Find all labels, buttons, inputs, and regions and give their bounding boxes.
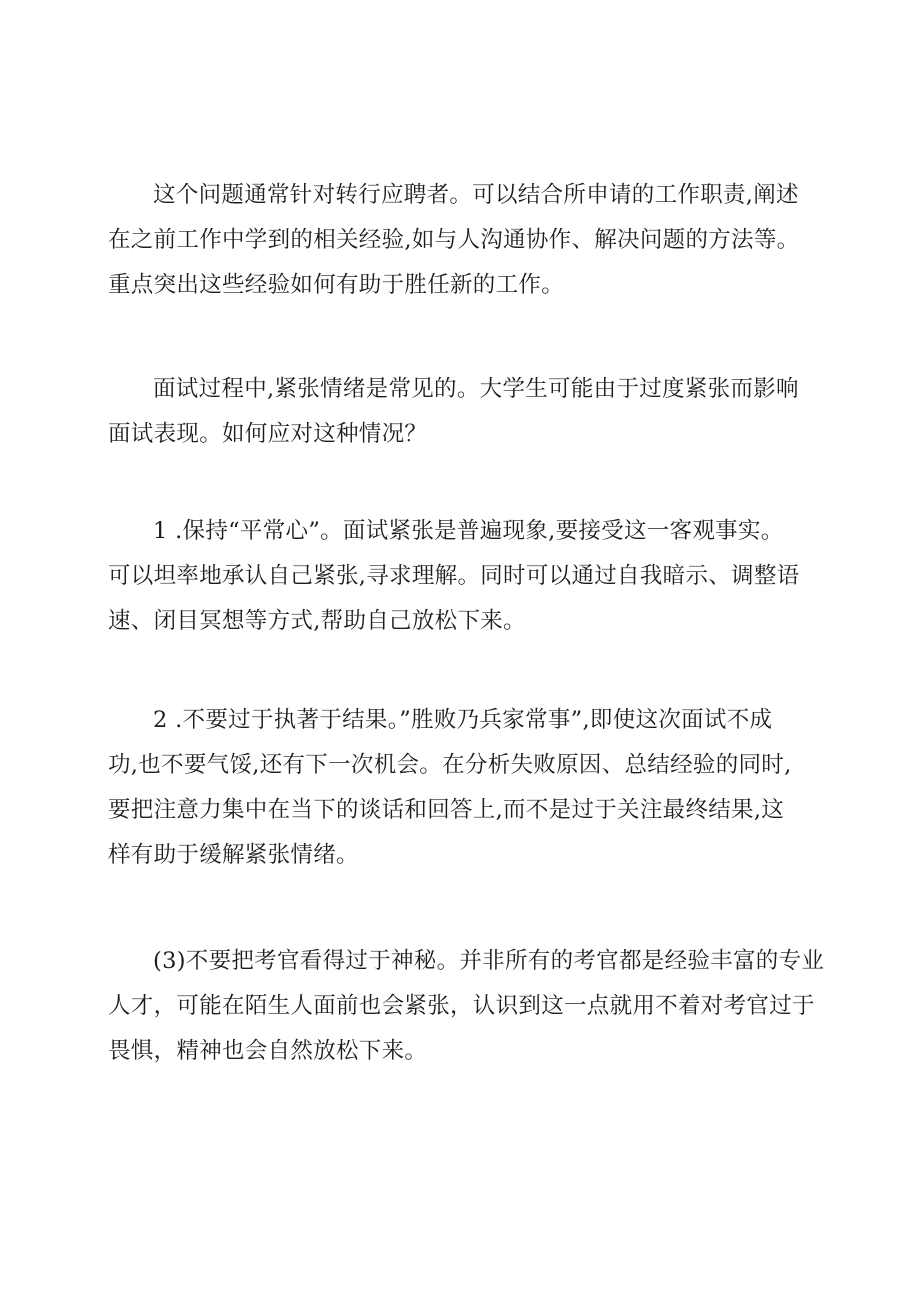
paragraph-nervousness-question — [108, 367, 828, 457]
text-line: 在之前工作中学到的相关经验,如与人沟通协作、解决问题的方法等。 — [108, 227, 800, 253]
text-line: 畏惧，精神也会自然放松下来。 — [108, 1038, 428, 1064]
text-line: 要把注意力集中在当下的谈话和回答上,而不是过于关注最终结果,这 — [108, 797, 785, 823]
text-line: 1 .保持“平常心”。面试紧张是普遍现象,要接受这一客观事实。 — [153, 518, 784, 544]
text-line: 样有助于缓解紧张情绪。 — [108, 842, 359, 868]
text-line: 面试过程中,紧张情绪是常见的。大学生可能由于过度紧张而影响 — [153, 376, 799, 402]
text-line: 面试表现。如何应对这种情况？ — [108, 421, 428, 447]
text-line: 这个问题通常针对转行应聘者。可以结合所申请的工作职责,阐述 — [153, 182, 799, 208]
text-line: 重点突出这些经验如何有助于胜任新的工作。 — [108, 272, 565, 298]
text-line: 人才，可能在陌生人面前也会紧张，认识到这一点就用不着对考官过于 — [108, 993, 815, 1019]
text-line: 2 .不要过于执著于结果。”胜败乃兵家常事”,即使这次面试不成 — [153, 707, 773, 733]
text-line: 速、闭目冥想等方式,帮助自己放松下来。 — [108, 608, 526, 634]
paragraph-tip-2 — [108, 698, 828, 878]
paragraph-tip-1 — [108, 509, 828, 644]
text-line: 可以坦率地承认自己紧张,寻求理解。同时可以通过自我暗示、调整语 — [108, 563, 800, 589]
paragraph-career-change — [108, 173, 828, 308]
paragraph-tip-3 — [108, 939, 828, 1074]
text-line: 功,也不要气馁,还有下一次机会。在分析失败原因、总结经验的同时, — [108, 752, 792, 778]
text-line: (3)不要把考官看得过于神秘。并非所有的考官都是经验丰富的专业 — [153, 948, 825, 974]
